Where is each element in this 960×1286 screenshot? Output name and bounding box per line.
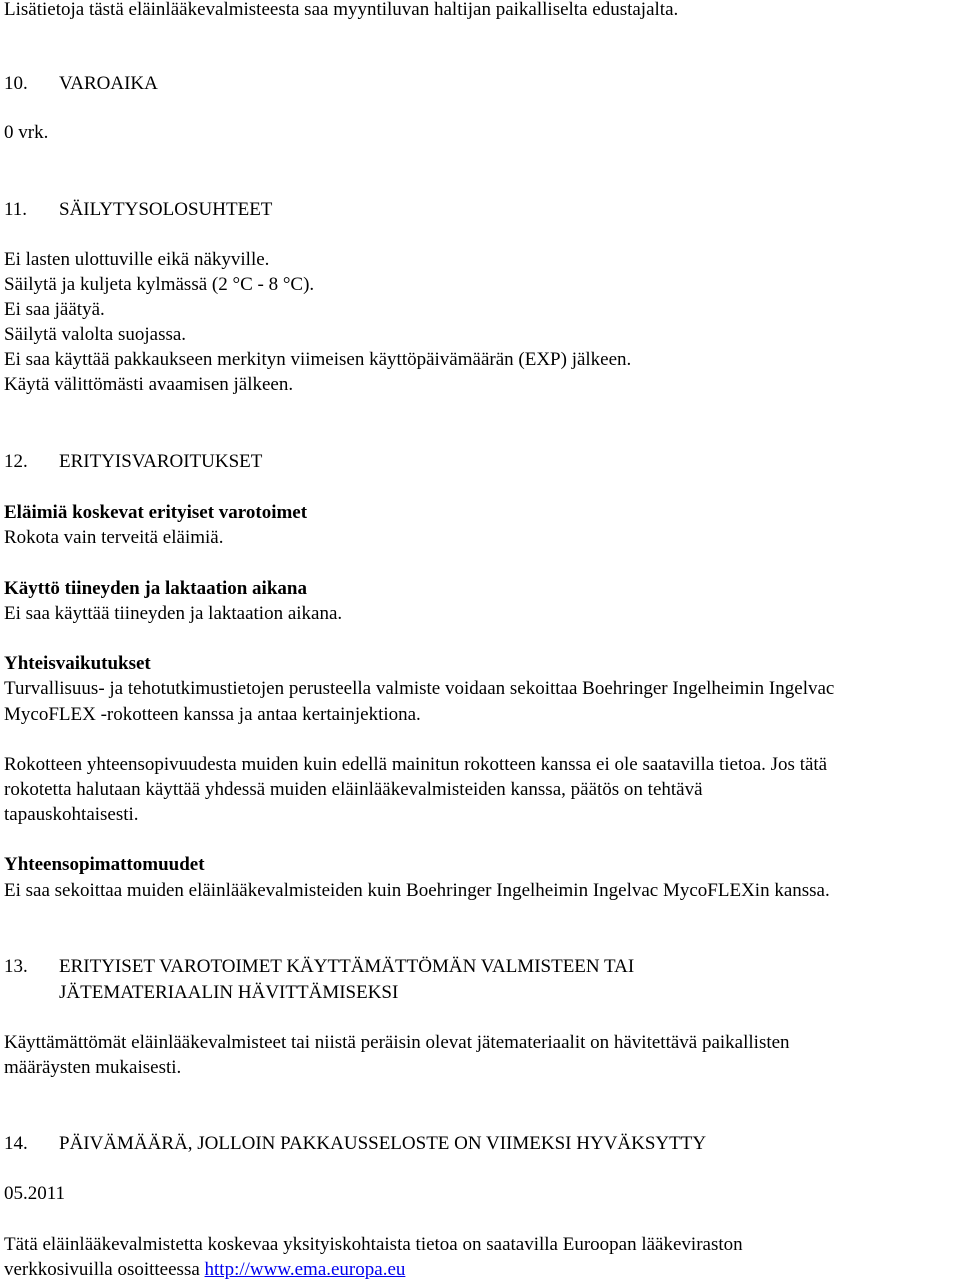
section-13-heading [4,955,634,979]
ema-info-text-line: Tätä eläinlääkevalmistetta koskevaa yksityiskohtaista tietoa on saatavilla Euroopan lääkeviraston [4,1234,743,1255]
section-11-number: 11. [4,199,28,220]
pregnancy-text: Ei saa käyttää tiineyden ja laktaation aikana. [4,603,343,624]
interactions-text-line: MycoFLEX -rokotteen kanssa ja antaa kertainjektiona. [4,704,421,725]
section-10-number: 10. [4,73,28,94]
section-10-heading [4,72,158,96]
section-14-title: PÄIVÄMÄÄRÄ, JOLLOIN PAKKAUSSELOSTE ON VIIMEKSI HYVÄKSYTTY [59,1133,707,1154]
storage-line: Käytä välittömästi avaamisen jälkeen. [4,374,294,395]
section-11-title: SÄILYTYSOLOSUHTEET [59,199,273,220]
section-12-title: ERITYISVAROITUKSET [59,451,263,472]
compatibility-text-line: tapauskohtaisesti. [4,804,139,825]
ema-info-prefix: verkkosivuilla osoitteessa [4,1259,205,1280]
section-12-heading [4,450,262,474]
compatibility-text-line: rokotetta halutaan käyttää yhdessä muiden eläinlääkevalmisteiden kanssa, päätös on tehtävä [4,779,703,800]
storage-line: Ei saa jäätyä. [4,299,105,320]
intro-text: Lisätietoja tästä eläinlääkevalmisteesta saa myyntiluvan haltijan paikalliselta edustajalta. [4,0,679,20]
section-10-title: VAROAIKA [59,73,158,94]
section-14-heading [4,1132,706,1156]
pregnancy-heading: Käyttö tiineyden ja laktaation aikana [4,578,307,599]
incompatibilities-text: Ei saa sekoittaa muiden eläinlääkevalmisteiden kuin Boehringer Ingelheimin Ingelvac MycoFLEXin kanssa. [4,880,830,901]
section-13-title: ERITYISET VAROTOIMET KÄYTTÄMÄTTÖMÄN VALMISTEEN TAI [59,956,635,977]
storage-line: Säilytä valolta suojassa. [4,324,187,345]
compatibility-text-line: Rokotteen yhteensopivuudesta muiden kuin edellä mainitun rokotteen kanssa ei ole saatavilla tietoa. Jos tätä [4,754,828,775]
animals-precautions-heading: Eläimiä koskevat erityiset varotoimet [4,502,308,523]
approval-date: 05.2011 [4,1183,66,1204]
ema-website-link[interactable]: http://www.ema.europa.eu [204,1259,406,1280]
section-12-number: 12. [4,451,28,472]
disposal-text-line: määräysten mukaisesti. [4,1057,182,1078]
storage-line: Ei lasten ulottuville eikä näkyville. [4,249,270,270]
section-11-heading [4,198,272,222]
section-10-body: 0 vrk. [4,122,49,143]
animals-precautions-text: Rokota vain terveitä eläimiä. [4,527,224,548]
section-13-number: 13. [4,956,28,977]
ema-info-text-line [4,1258,405,1282]
interactions-text-line: Turvallisuus- ja tehotutkimustietojen perusteella valmiste voidaan sekoittaa Boehringer Ingelheimin Ingelvac [4,678,835,699]
disposal-text-line: Käyttämättömät eläinlääkevalmisteet tai niistä peräisin olevat jätemateriaalit on hävitettävä paikallisten [4,1032,790,1053]
incompatibilities-heading: Yhteensopimattomuudet [4,854,205,875]
storage-line: Ei saa käyttää pakkaukseen merkityn viimeisen käyttöpäivämäärän (EXP) jälkeen. [4,349,632,370]
section-13-title-continued: JÄTEMATERIAALIN HÄVITTÄMISEKSI [59,982,399,1003]
interactions-heading: Yhteisvaikutukset [4,653,151,674]
section-14-number: 14. [4,1133,28,1154]
storage-line: Säilytä ja kuljeta kylmässä (2 °C - 8 °C). [4,274,315,295]
